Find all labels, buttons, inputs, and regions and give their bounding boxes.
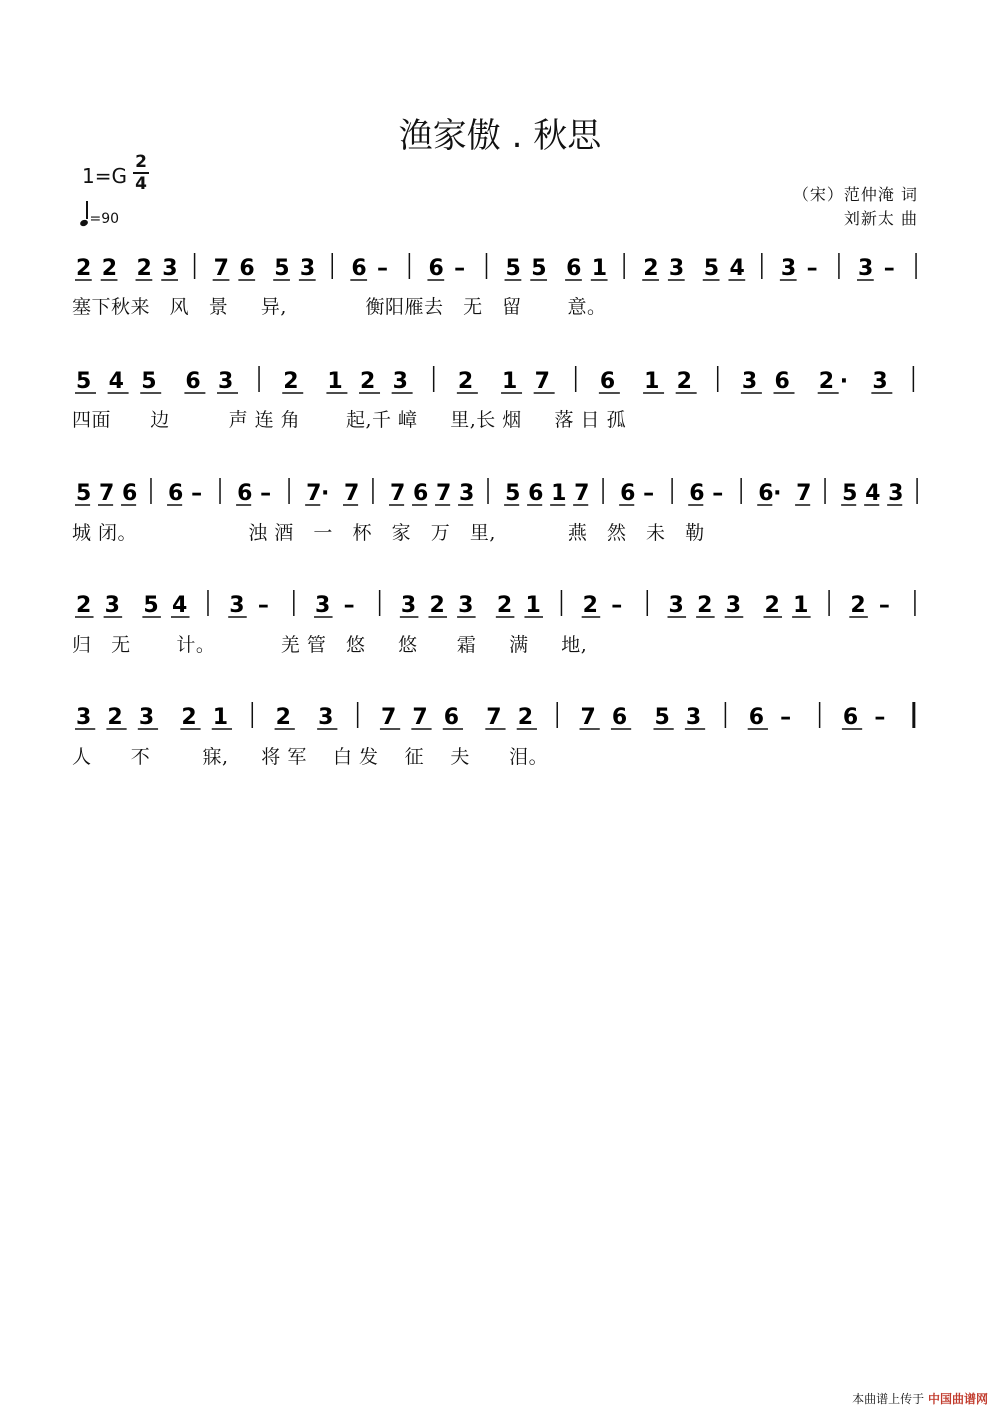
note: 2 — [697, 593, 713, 618]
note: 6 — [689, 481, 705, 506]
note: 2 — [457, 369, 474, 394]
note: 3 — [858, 256, 874, 281]
dash-note: – — [611, 593, 623, 618]
note: 7 — [580, 705, 596, 730]
dash-note: – — [260, 481, 272, 506]
note: 5 — [505, 256, 521, 281]
note: 6 — [185, 369, 201, 394]
note: 3 — [780, 256, 797, 281]
note: 2 — [818, 369, 835, 394]
note: 7 — [390, 481, 406, 506]
dash-note: – — [257, 593, 269, 618]
note: 5 — [531, 256, 547, 281]
notation-line-4 — [75, 590, 915, 618]
note: 2 — [764, 593, 780, 618]
note: 5 — [143, 593, 159, 618]
note: 7 — [99, 481, 115, 506]
note: · — [839, 369, 849, 394]
note: 3 — [872, 369, 888, 394]
note: 3 — [668, 593, 684, 618]
dash-note: – — [874, 705, 886, 730]
note: 6 — [620, 481, 636, 506]
dash-note: – — [343, 593, 355, 618]
note: 7 — [343, 481, 360, 506]
note: 3 — [299, 256, 316, 281]
lyricist-credit: （宋）范仲淹 词 — [792, 185, 918, 204]
note: 3 — [138, 705, 155, 730]
lyrics-line-4: 归 无 计。 羌 管 悠 悠 霜 满 地, — [72, 634, 588, 656]
note: 4 — [171, 593, 188, 618]
note: 1 — [644, 369, 660, 394]
notation-line-3 — [75, 478, 917, 506]
lyrics-line-3: 城 闭。 浊 酒 一 杯 家 万 里, 燕 然 未 勒 — [72, 522, 705, 544]
note: 6 — [611, 705, 628, 730]
note: 5 — [76, 369, 92, 394]
note: 7 — [486, 705, 502, 730]
note: 6 — [599, 369, 616, 394]
tempo-value: =90 — [89, 211, 120, 227]
note: 2 — [107, 705, 123, 730]
note: 2 — [429, 593, 445, 618]
note: 4 — [729, 256, 745, 281]
notation-line-5 — [75, 702, 914, 730]
note: 3 — [458, 593, 474, 618]
footer-text: 本曲谱上传于 — [852, 1392, 925, 1406]
note: 6 — [428, 256, 444, 281]
note: 2 — [582, 593, 598, 618]
note: 2 — [181, 705, 197, 730]
note: 5 — [274, 256, 290, 281]
note: 5 — [654, 705, 670, 730]
note: 1 — [793, 593, 809, 618]
note: 2 — [676, 369, 692, 394]
note: 3 — [668, 256, 685, 281]
page-title: 渔家傲 . 秋思 — [398, 116, 602, 156]
note: 4 — [108, 369, 124, 394]
note: 6 — [168, 481, 184, 506]
note: 3 — [685, 705, 702, 730]
note: 6 — [758, 481, 774, 506]
dash-note: – — [878, 593, 890, 618]
note: 6 — [842, 705, 859, 730]
note: 5 — [703, 256, 720, 281]
footer — [852, 1390, 988, 1407]
note: 3 — [76, 705, 92, 730]
note: 2 — [850, 593, 866, 618]
note: 6 — [351, 256, 367, 281]
note: 7 — [574, 481, 590, 506]
note: 2 — [360, 369, 376, 394]
note: 3 — [725, 593, 742, 618]
note: 6 — [122, 481, 138, 506]
note: 2 — [496, 593, 513, 618]
note: 3 — [400, 593, 417, 618]
note: 4 — [865, 481, 881, 506]
note: 3 — [318, 705, 334, 730]
note: 3 — [888, 481, 904, 506]
note: 6 — [413, 481, 429, 506]
time-signature-top: 2 — [135, 152, 147, 172]
note: 7 — [380, 705, 397, 730]
note: 1 — [525, 593, 541, 618]
note: 5 — [141, 369, 157, 394]
site-logo[interactable]: 中国曲谱网 — [927, 1392, 988, 1406]
note: 7 — [796, 481, 812, 506]
note: 7 — [412, 705, 428, 730]
note: 1 — [212, 705, 229, 730]
time-signature-bottom: 4 — [135, 174, 147, 194]
note: 3 — [741, 369, 758, 394]
note: 6 — [566, 256, 582, 281]
lyrics-line-5: 人 不 寐, 将 军 白 发 征 夫 泪。 — [72, 746, 549, 768]
dash-note: – — [883, 256, 895, 281]
note: 3 — [315, 593, 331, 618]
dash-note: – — [806, 256, 818, 281]
composer-credit: 刘新太 曲 — [843, 209, 918, 228]
note: 6 — [443, 705, 460, 730]
note: 2 — [643, 256, 659, 281]
note: 2 — [517, 705, 534, 730]
dash-note: – — [191, 481, 203, 506]
note: 3 — [218, 369, 234, 394]
note: 2 — [136, 256, 152, 281]
note: 7 — [534, 369, 550, 394]
note: 1 — [591, 256, 608, 281]
dash-note: – — [712, 481, 724, 506]
note: 2 — [76, 593, 92, 618]
note: 1 — [327, 369, 343, 394]
note: 7 — [306, 481, 322, 506]
note: 6 — [748, 705, 765, 730]
note: 6 — [239, 256, 255, 281]
note: 5 — [505, 481, 521, 506]
note: · — [320, 481, 330, 506]
dash-note: – — [643, 481, 655, 506]
dash-note: – — [377, 256, 389, 281]
note: 2 — [283, 369, 299, 394]
note: 7 — [213, 256, 229, 281]
note: 7 — [436, 481, 452, 506]
note: 5 — [842, 481, 858, 506]
note: 3 — [104, 593, 120, 618]
note: 1 — [502, 369, 518, 394]
note: 3 — [229, 593, 245, 618]
dash-note: – — [454, 256, 466, 281]
key-signature: 1=G — [82, 164, 127, 188]
note: 5 — [76, 481, 92, 506]
lyrics-line-1: 塞下秋来 风 景 异, 衡阳雁去 无 留 意。 — [72, 296, 607, 318]
note: 3 — [459, 481, 475, 506]
notation-line-1 — [75, 253, 916, 281]
note: 2 — [76, 256, 92, 281]
note: · — [773, 481, 782, 506]
note: 6 — [774, 369, 790, 394]
note: 6 — [237, 481, 253, 506]
lyrics-line-2: 四面 边 声 连 角 起,千 嶂 里,长 烟 落 日 孤 — [72, 409, 627, 431]
dash-note: – — [780, 705, 792, 730]
note: 3 — [392, 369, 408, 394]
note: 1 — [551, 481, 567, 506]
note: 2 — [101, 256, 118, 281]
notation-line-2 — [75, 366, 913, 394]
note: 2 — [275, 705, 291, 730]
note: 6 — [528, 481, 544, 506]
note: 3 — [162, 256, 178, 281]
